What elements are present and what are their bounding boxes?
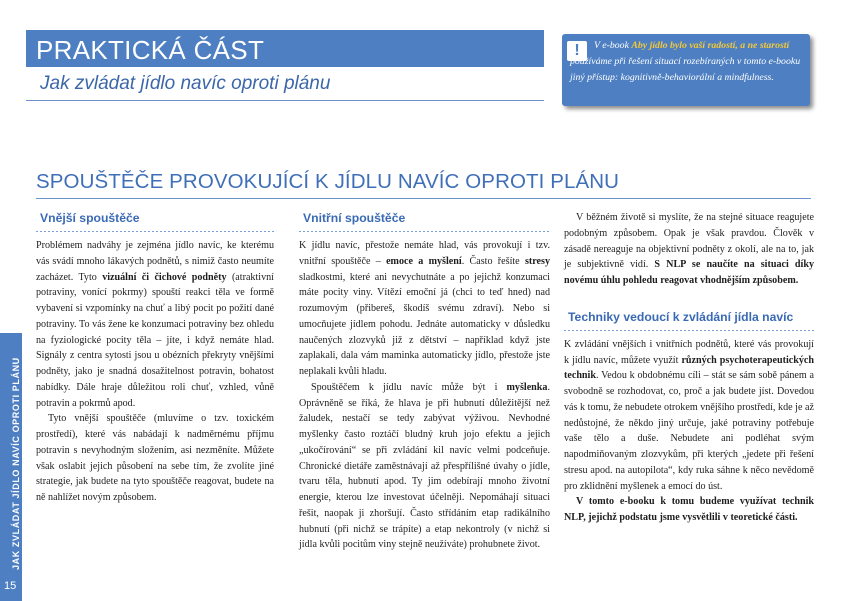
text-run: V běžném životě si myslíte, že na stejné situace reagujete podobným způsobem. Opak je však pravdou. Člověk v zásadě nereaguje na objektivní podněty z okolí, ale na to, jak je subjektivně vidí.: [564, 212, 814, 271]
note-intro: V e-book: [594, 40, 629, 51]
heading-dotted-rule: [36, 231, 274, 232]
page-title: PRAKTICKÁ ČÁST: [36, 35, 265, 65]
text-run: (atraktivní potraviny, vonící pokrmy) spouští reakci těla ve formě vybavení si vzpomínky na chuť a libý pocit po požití dané potraviny. To vás žene ke konzumaci potraviny bez ohledu na fyziologické pocity těla – jíte, i když nemáte hlad. Signály z centra sytosti jsou u obézních překryty vnějšími podněty, jako je snadná dosažitelnost potravin, bohatost nabídky. Dále hraje důležitou roli chuť, vzhled, vůně potravin a pokrmů apod.: [36, 271, 274, 409]
text-run: . Často řešíte: [461, 255, 525, 267]
page-subtitle: Jak zvládat jídlo navíc oproti plánu: [40, 73, 331, 94]
text-run: K zvládání vnějších i vnitřních podnětů, které vás provokují k jídlu navíc, můžete využít: [564, 338, 814, 366]
column-internal-triggers: [299, 210, 550, 553]
paragraph: Tyto vnější spouštěče (mluvíme o tzv. toxickém prostředí), které vás nabádají k nadměrnému příjmu potravin s nevyhodným složením, asi nezměníte. Můžete však oslabit jejich působení na sebe tím, že zvolíte jiné strategie, jak budete na tyto spouštěče reagovat, budete na ně nahlížet novým způsobem.: [36, 413, 274, 503]
text-run: Spouštěčem k jídlu navíc může být i: [311, 381, 507, 393]
bold-text: stresy: [524, 255, 550, 267]
heading-internal-triggers: Vnitřní spouštěče: [303, 211, 406, 225]
paragraph: [564, 337, 814, 495]
heading-techniques: Techniky vedoucí k zvládání jídla navíc: [568, 309, 794, 324]
page-number: 15: [4, 580, 17, 592]
paragraph: V tomto e-booku k tomu budeme využívat technik NLP, jejichž podstatu jsme vysvětlili v teoretické části.: [564, 496, 814, 523]
paragraph: [299, 238, 550, 380]
section-title: SPOUŠTĚČE PROVOKUJÍCÍ K JÍDLU NAVÍC OPROTI PLÁNU: [36, 170, 620, 193]
column-techniques: [564, 210, 814, 526]
paragraph: [299, 380, 550, 553]
heading-dotted-rule: [564, 330, 814, 331]
paragraph: [564, 210, 814, 289]
bold-text: myšlenka: [506, 381, 548, 393]
text-run: sladkostmi, které ani nevychutnáte a po jejichž konzumaci máte pocity viny. Vítězí emoční já (chci to teď hned) nad rozumovým (přibereš, škodíš svému zdraví). Nebo si umocňujete jídlem pohodu. Jednáte automaticky v důsledku naučených zlozvyků již z dětství – například když jste zaplakali, dala vám maminka automaticky jídlo, přestože jste neplakali kvůli hladu.: [299, 271, 550, 377]
bold-text: různých psychoterapeutických technik: [564, 354, 814, 382]
note-highlight: Aby jídlo bylo vaší radostí, a ne starostí: [631, 40, 790, 51]
sidebar-chapter-label: JAK ZVLÁDAT JÍDLO NAVÍC OPROTI PLÁNU: [11, 357, 21, 570]
bold-text: vizuální či čichové podněty: [102, 271, 227, 283]
exclamation-icon: !: [567, 41, 587, 61]
heading-dotted-rule: [299, 231, 550, 232]
info-note-text: [570, 38, 804, 86]
text-run: K jídlu navíc, přestože nemáte hlad, vás provokují i tzv. vnitřní spouštěče –: [299, 240, 550, 267]
bold-text: emoce a myšlení: [386, 255, 462, 267]
text-run: . Oprávněně se říká, že hlava je při hubnutí důležitější než žaludek, nestačí se tedy zabývat výživou. Nevhodné myšlenky často roztáčí bludný kruh jojo efektu a jejich „ukočírování“ se při zvládání kil navíc velmi podceňuje. Chronické dietáře zaměstnávají až přespřílišné úvahy o jídle, tvaru těla, hubnutí apod. Ty jim odebírají mnoho životní energie, kterou lze investovat účelněji. Nepomáhají situaci řešit, naopak ji zhoršují. Často střídáním etap radikálního hubnutí (při nichž se trápíte) a etap nekontroly (v nichž si jídla kvůli pocitům viny stejně neužíváte) prohubnete život.: [299, 381, 550, 551]
note-rest: používáme při řešení situací rozebíraných v tomto e-booku jiný přístup: kognitivně-behaviorální a mindfulness.: [570, 56, 801, 83]
paragraph: [36, 238, 274, 411]
section-divider: [36, 198, 811, 199]
header-divider: [26, 100, 544, 101]
bold-text: S NLP se naučíte na situaci díky novému úhlu pohledu reagovat vhodnějším způsobem.: [564, 259, 814, 286]
text-run: Problémem nadváhy je zejména jídlo navíc, ke kterému vás svádí mnoho lákavých podnětů, s nimiž často neumíte zacházet. Tyto: [36, 240, 274, 283]
text-run: . Vedou k obdobnému cíli – stát se sám sobě pánem a svobodně se rozhodovat, co, proč a jak budete jíst. Dovedou vás k tomu, že nebudete otrokem vnějšího prostředí, kde je až nedůstojné, že někdo jiný určuje, jaké potraviny potřebuje vaše tělo a duše. Nebudete ani podléhat svým napodmiňovaným zlozvykům, při kterých „jedete při řešení stresu apod. na autopilota“, kdy ruka sáhne k něco nevědomě pro zklidnění myšlenek a emocí do úst.: [564, 370, 814, 492]
heading-external-triggers: Vnější spouštěče: [40, 211, 140, 225]
column-external-triggers: [36, 210, 274, 506]
